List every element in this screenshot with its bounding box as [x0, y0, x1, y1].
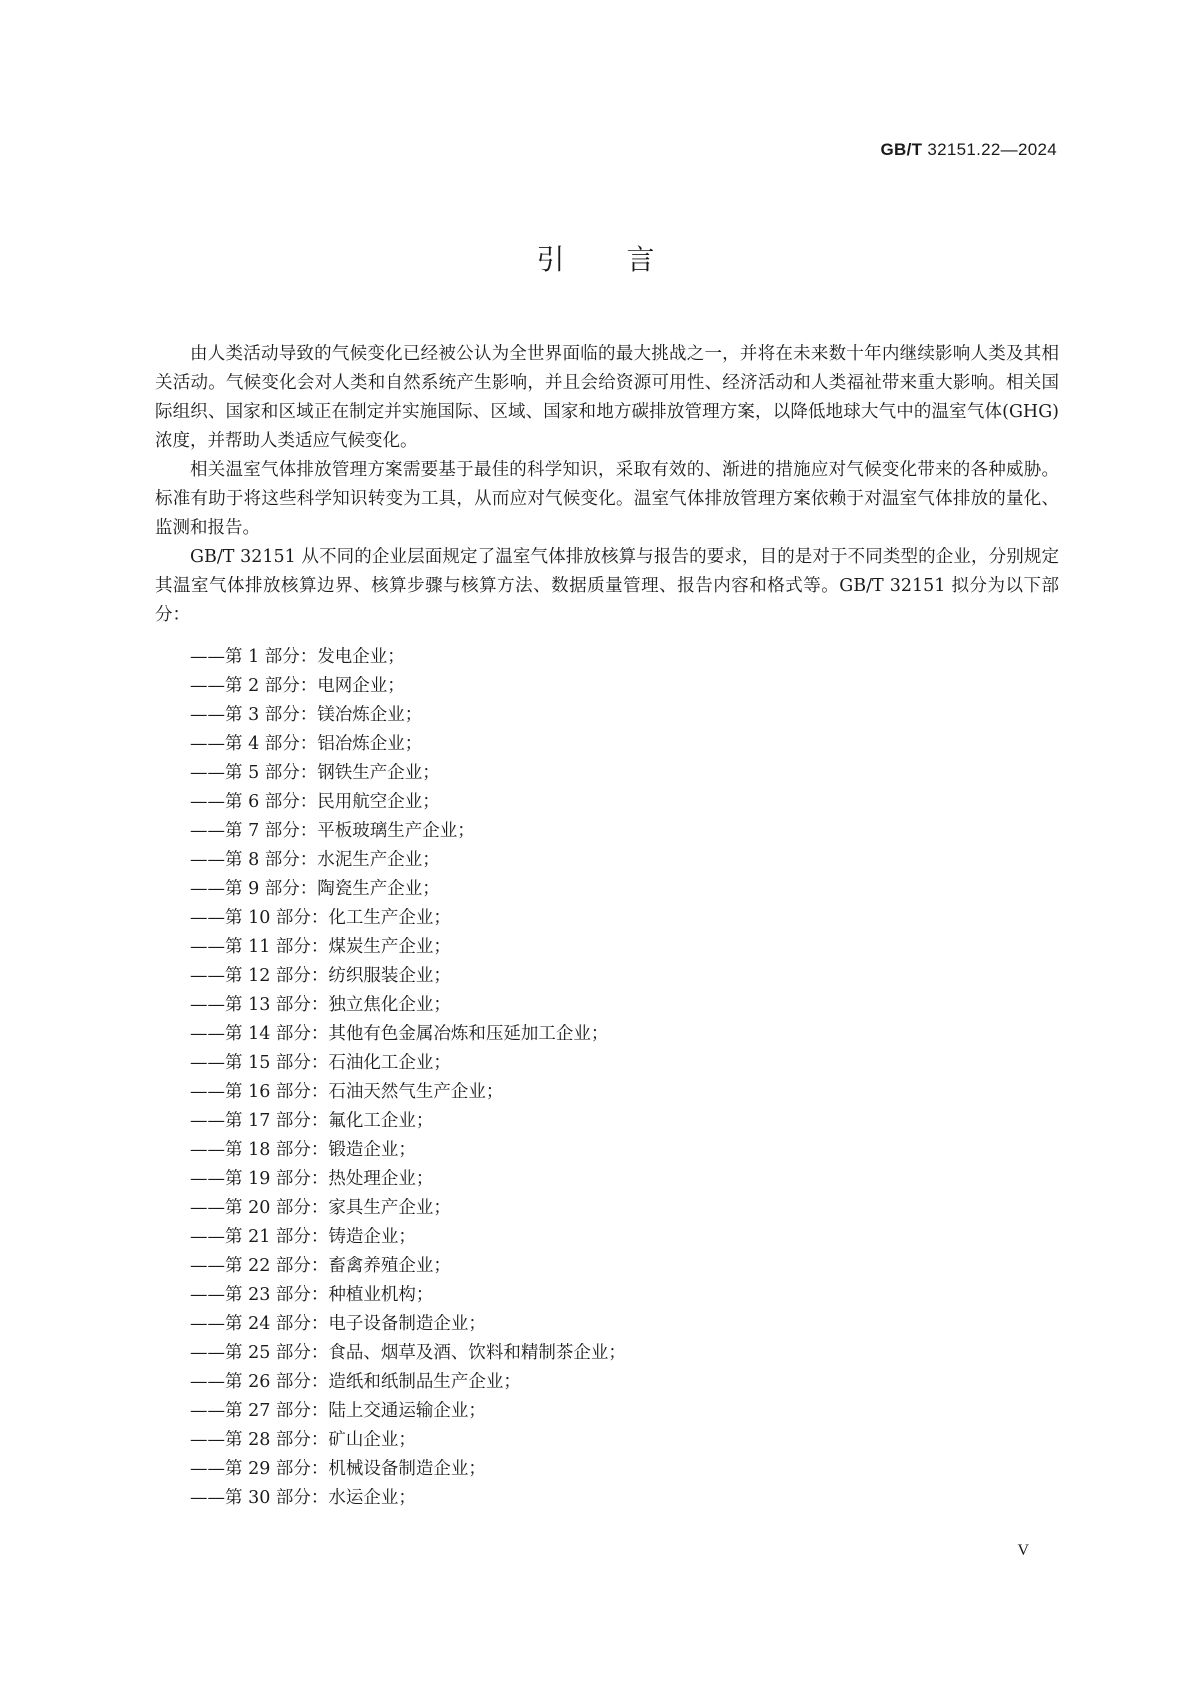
list-item: ——第 13 部分：独立焦化企业；	[190, 995, 451, 1015]
list-item: ——第 25 部分：食品、烟草及酒、饮料和精制茶企业；	[190, 1343, 626, 1363]
list-item: ——第 17 部分：氟化工企业；	[190, 1111, 434, 1131]
page-number: V	[1017, 1542, 1029, 1559]
list-item: ——第 6 部分：民用航空企业；	[190, 792, 440, 812]
list-item: ——第 2 部分：电网企业；	[190, 676, 405, 696]
paragraph: 相关温室气体排放管理方案需要基于最佳的科学知识，采取有效的、渐进的措施应对气候变化带来的各种威胁。标准有助于将这些科学知识转变为工具，从而应对气候变化。温室气体排放管理方案依赖于对温室气体排放的量化、监测和报告。	[155, 460, 1059, 538]
list-item: ——第 24 部分：电子设备制造企业；	[190, 1314, 486, 1334]
list-item: ——第 3 部分：镁冶炼企业；	[190, 705, 423, 725]
list-item: ——第 30 部分：水运企业；	[190, 1488, 416, 1508]
standard-number	[881, 140, 1057, 160]
parts-list	[155, 643, 1059, 1513]
paragraph: GB/T 32151 从不同的企业层面规定了温室气体排放核算与报告的要求，目的是对于不同类型的企业，分别规定其温室气体排放核算边界、核算步骤与核算方法、数据质量管理、报告内容和格式等。GB/T 32151 拟分为以下部分：	[155, 547, 1059, 625]
list-item: ——第 11 部分：煤炭生产企业；	[190, 937, 451, 957]
list-item: ——第 28 部分：矿山企业；	[190, 1430, 416, 1450]
standard-prefix: GB/T	[880, 140, 923, 159]
list-item: ——第 16 部分：石油天然气生产企业；	[190, 1082, 504, 1102]
list-item: ——第 7 部分：平板玻璃生产企业；	[190, 821, 475, 841]
list-item: ——第 26 部分：造纸和纸制品生产企业；	[190, 1372, 521, 1392]
page-title: 引言	[536, 243, 717, 276]
list-item: ——第 22 部分：畜禽养殖企业；	[190, 1256, 451, 1276]
paragraph: 由人类活动导致的气候变化已经被公认为全世界面临的最大挑战之一，并将在未来数十年内继续影响人类及其相关活动。气候变化会对人类和自然系统产生影响，并且会给资源可用性、经济活动和人类福祉带来重大影响。相关国际组织、国家和区域正在制定并实施国际、区域、国家和地方碳排放管理方案，以降低地球大气中的温室气体(GHG)浓度，并帮助人类适应气候变化。	[155, 344, 1059, 451]
list-item: ——第 9 部分：陶瓷生产企业；	[190, 879, 440, 899]
list-item: ——第 12 部分：纺织服装企业；	[190, 966, 451, 986]
list-item: ——第 15 部分：石油化工企业；	[190, 1053, 451, 1073]
list-item: ——第 23 部分：种植业机构；	[190, 1285, 434, 1305]
list-item: ——第 20 部分：家具生产企业；	[190, 1198, 451, 1218]
list-item: ——第 10 部分：化工生产企业；	[190, 908, 451, 928]
list-item: ——第 4 部分：铝冶炼企业；	[190, 734, 423, 754]
list-item: ——第 29 部分：机械设备制造企业；	[190, 1459, 486, 1479]
list-item: ——第 5 部分：钢铁生产企业；	[190, 763, 440, 783]
list-item: ——第 14 部分：其他有色金属冶炼和压延加工企业；	[190, 1024, 609, 1044]
list-item: ——第 19 部分：热处理企业；	[190, 1169, 434, 1189]
list-item: ——第 21 部分：铸造企业；	[190, 1227, 416, 1247]
list-item: ——第 18 部分：锻造企业；	[190, 1140, 416, 1160]
list-item: ——第 8 部分：水泥生产企业；	[190, 850, 440, 870]
list-item: ——第 27 部分：陆上交通运输企业；	[190, 1401, 486, 1421]
introduction-body	[155, 340, 1059, 630]
list-item: ——第 1 部分：发电企业；	[190, 647, 405, 667]
standard-code: 32151.22—2024	[927, 140, 1057, 159]
